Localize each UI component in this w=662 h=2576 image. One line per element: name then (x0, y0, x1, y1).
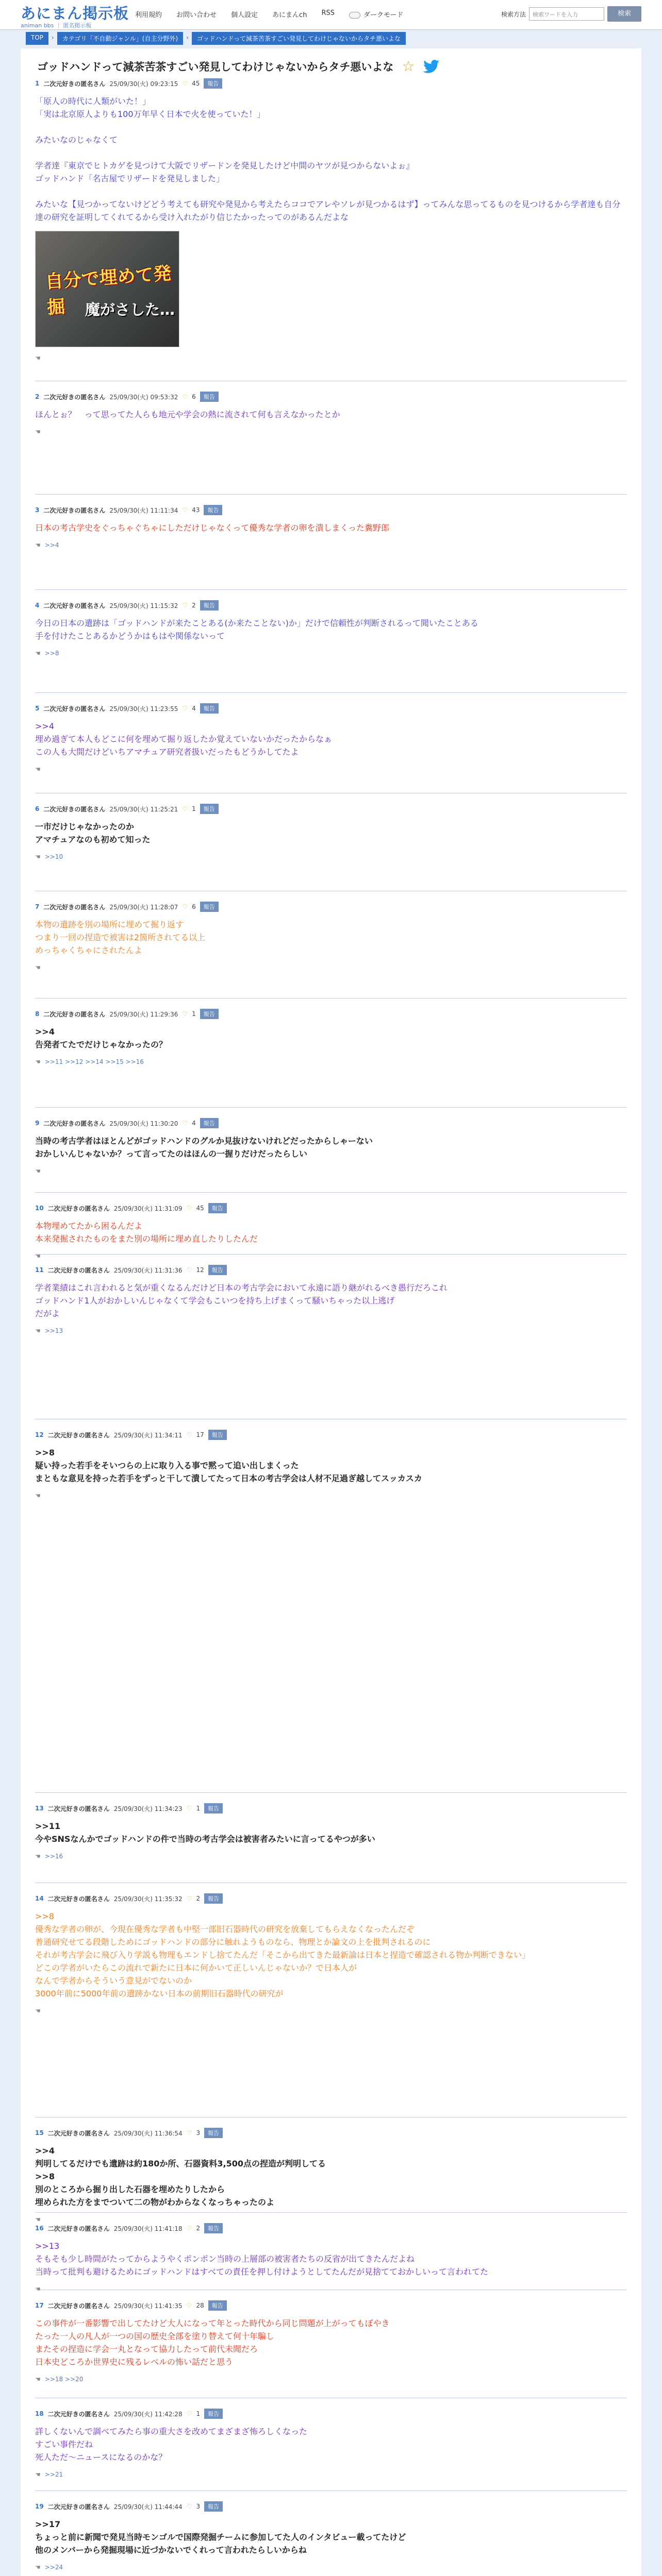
reply-hand-icon: ☚ (35, 2564, 41, 2571)
thumbs-up-icon[interactable]: ♡ (182, 80, 188, 87)
post-date: 25/09/30(火) 11:41:35 (113, 2302, 183, 2310)
post-header (35, 804, 627, 814)
post-date: 25/09/30(火) 09:53:32 (109, 393, 178, 401)
report-button[interactable]: 報告 (200, 392, 219, 402)
reply-list[interactable]: >>21 (44, 2471, 63, 2478)
post-date: 25/09/30(火) 11:34:11 (113, 1431, 183, 1439)
good-count: 6 (192, 903, 196, 910)
post-date: 25/09/30(火) 11:41:18 (113, 2225, 183, 2232)
search-method-link[interactable]: 検索方法 (501, 10, 526, 18)
poster-name: 二次元好きの匿名さん (43, 80, 106, 88)
thumbs-up-icon[interactable]: ♡ (186, 1205, 192, 1212)
post-1 (35, 78, 627, 381)
nav-contact[interactable]: お問い合わせ (176, 11, 217, 19)
reply-hand-icon: ☚ (35, 766, 41, 773)
post-number[interactable]: 10 (35, 1205, 44, 1212)
thumbs-up-icon[interactable]: ♡ (182, 393, 188, 400)
post-number[interactable]: 3 (35, 506, 40, 514)
post-date: 25/09/30(火) 11:44:44 (113, 2503, 183, 2511)
reply-hand-icon: ☚ (35, 853, 41, 860)
report-button[interactable]: 報告 (208, 1430, 227, 1440)
poster-name: 二次元好きの匿名さん (43, 602, 106, 609)
dark-mode-label: ダークモード (363, 11, 404, 19)
post-7 (35, 902, 627, 998)
report-button[interactable]: 報告 (200, 902, 219, 912)
reply-links (35, 1167, 627, 1175)
post-header (35, 600, 627, 611)
post-header (35, 1265, 627, 1275)
site-logo[interactable] (21, 2, 129, 29)
report-button[interactable]: 報告 (200, 600, 219, 611)
post-body: ほんとぉ？ って思ってた人らも地元や学会の熱に流されて何も言えなかったとか (35, 410, 340, 419)
reply-hand-icon: ☚ (35, 2216, 41, 2223)
post-body: 日本の考古学史をぐっちゃぐちゃにしただけじゃなくって優秀な学者の卵を潰しまくった糞野郎 (35, 523, 390, 533)
toggle-switch-icon (349, 12, 360, 19)
thumbs-up-icon[interactable]: ♡ (182, 705, 188, 712)
reply-hand-icon: ☚ (35, 354, 41, 362)
top-bar (0, 0, 662, 30)
post-header (35, 1893, 627, 1904)
thumbs-up-icon[interactable]: ♡ (186, 1431, 192, 1438)
post-date: 25/09/30(火) 09:23:15 (109, 80, 178, 88)
good-count: 3 (196, 2503, 201, 2510)
dark-mode-toggle[interactable] (349, 9, 403, 19)
post-header (35, 392, 627, 402)
reply-links (35, 541, 627, 549)
report-button[interactable]: 報告 (200, 703, 219, 714)
post-date: 25/09/30(火) 11:28:07 (109, 903, 178, 911)
good-count: 4 (192, 705, 196, 712)
thumbs-up-icon[interactable]: ♡ (182, 1010, 188, 1018)
reply-links (35, 2216, 627, 2223)
reply-hand-icon: ☚ (35, 1252, 41, 1260)
post-number[interactable]: 11 (35, 1266, 44, 1274)
reply-links (35, 964, 627, 971)
post-14 (35, 1893, 627, 2117)
post-16 (35, 2223, 627, 2293)
post-number[interactable]: 4 (35, 602, 40, 609)
chevron-right-icon: › (186, 34, 189, 41)
poster-name: 二次元好きの匿名さん (47, 2129, 110, 2137)
reply-list[interactable]: >>16 (44, 1853, 63, 1860)
reply-links (35, 1058, 627, 1065)
post-number[interactable]: 9 (35, 1120, 40, 1127)
post-body: >>8 疑い持った若手をそいつらの上に取り入る事で黙って追い出しまくった まともな意見を持った若手をずっと干して潰してたって日本の考古学会は人材不足過ぎ越してスッカスカ (35, 1448, 422, 1483)
post-number[interactable]: 7 (35, 903, 40, 910)
post-number[interactable]: 1 (35, 80, 40, 87)
post-body: 本物の遺跡を別の場所に埋めて掘り返す つまり一回の捏造で被害は2箇所されてる以上 めっちゃくちゃにされたんよ (35, 920, 206, 955)
post-body: >>11 今やSNSなんかでゴッドハンドの件で当時の考古学会は被害者みたいに言ってるやつが多い (35, 1821, 375, 1844)
reply-hand-icon: ☚ (35, 1327, 41, 1334)
image-caption-main: 自分で埋めて発掘 (44, 263, 172, 318)
reply-hand-icon: ☚ (35, 1492, 41, 1499)
top-nav (135, 9, 403, 19)
reply-links (35, 2376, 627, 2383)
thread-header (37, 58, 440, 75)
post-number[interactable]: 15 (35, 2129, 44, 2137)
post-date: 25/09/30(火) 11:34:23 (113, 1805, 183, 1812)
breadcrumb-top[interactable]: TOP (26, 32, 48, 45)
reply-links (35, 354, 627, 362)
good-count: 2 (196, 1895, 201, 1902)
report-button[interactable]: 報告 (204, 2223, 223, 2233)
reply-hand-icon: ☚ (35, 1058, 41, 1065)
reply-links (35, 1853, 627, 1860)
report-button[interactable]: 報告 (204, 1803, 223, 1814)
post-header (35, 1118, 627, 1128)
reply-hand-icon: ☚ (35, 2285, 41, 2293)
reply-links (35, 1327, 627, 1334)
twitter-share-icon[interactable] (423, 59, 440, 74)
post-body: 一市だけじゃなかったのか アマチュアなのも初めて知った (35, 822, 151, 844)
post-header (35, 2128, 627, 2138)
reply-hand-icon: ☚ (35, 2471, 41, 2478)
favorite-star-icon[interactable]: ☆ (402, 58, 415, 75)
reply-links (35, 650, 627, 657)
poster-name: 二次元好きの匿名さん (47, 2410, 110, 2418)
nav-settings[interactable]: 個人設定 (231, 11, 258, 19)
reply-hand-icon: ☚ (35, 428, 41, 435)
nav-animan-ch[interactable]: あにまんch (272, 11, 307, 19)
post-date: 25/09/30(火) 11:31:09 (113, 1205, 183, 1212)
post-6 (35, 804, 627, 891)
good-count: 17 (196, 1431, 204, 1438)
post-date: 25/09/30(火) 11:29:36 (109, 1010, 178, 1018)
post-date: 25/09/30(火) 11:36:54 (113, 2129, 183, 2137)
post-body: >>4 埋め過ぎて本人もどこに何を埋めて掘り返したか覚えていないかだったからなぁ この人も大間だけどいちアマチュア研究者扱いだったもどうかしてたよ (35, 721, 333, 757)
reply-hand-icon: ☚ (35, 1853, 41, 1860)
report-button[interactable]: 報告 (200, 1009, 219, 1019)
post-body: この事件が一番影響で出してたけど大人になって年とった時代から同じ問題が上がってもぼやき たった一人の凡人が一つの国の歴史全部を塗り替えて何十年騙し またその捏造に学会一丸となって協力したって前代未聞だろ 日本史どころか世界史に残るレベルの怖い話だと思う (35, 2318, 390, 2367)
reply-list[interactable]: >>11 >>12 >>14 >>15 >>16 (44, 1058, 144, 1065)
post-header (35, 2300, 627, 2311)
good-count: 1 (196, 1805, 201, 1812)
post-header (35, 2409, 627, 2419)
post-body: >>13 そもそも少し時間がたってからようやくポンポン当時の上層部の被害者たちの反省が出てきたんだよね 当時って批判も避けるためにゴッドハンドはすべての責任を押し付けようとしてたんだが見捨てておかしいって言われてた (35, 2241, 489, 2277)
good-count: 1 (196, 2410, 201, 2417)
report-button[interactable]: 報告 (204, 1893, 223, 1904)
reply-links (35, 2471, 627, 2478)
post-18 (35, 2409, 627, 2491)
nav-terms[interactable]: 利用規約 (135, 11, 162, 19)
poster-name: 二次元好きの匿名さん (43, 805, 106, 813)
poster-name: 二次元好きの匿名さん (47, 1205, 110, 1212)
post-number[interactable]: 2 (35, 393, 40, 400)
post-header (35, 703, 627, 714)
post-body: >>4 判明してるだけでも遺跡は約180か所、石器資料3,500点の捏造が判明してる >>8 別のところから掘り出した石器を埋めたりしたから 埋められた方をまでついて二の物がわからなくなっちゃったのよ (35, 2146, 326, 2207)
post-body: >>4 告発者てたでだけじゃなかったの？ (35, 1027, 168, 1049)
logo-text: あにまん掲示板 (21, 5, 129, 22)
poster-name: 二次元好きの匿名さん (47, 2503, 110, 2511)
poster-name: 二次元好きの匿名さん (43, 903, 106, 911)
post-body: 学者業績はこれ言われると気が重くなるんだけど日本の考古学会において永遠に語り継がれるべき愚行だろこれ ゴッドハンド1人がおかしいんじゃなくて学会もこいつを持ち上げまくって騒いちゃった以上逃げ だがよ (35, 1283, 448, 1318)
post-9 (35, 1118, 627, 1193)
post-number[interactable]: 17 (35, 2302, 44, 2309)
good-count: 45 (196, 1205, 204, 1212)
reply-list[interactable]: >>10 (44, 853, 63, 860)
thumbs-up-icon[interactable]: ♡ (182, 805, 188, 812)
post-body: 本物埋めてたから困るんだよ 本来発掘されたものをまた別の場所に埋め直したりしたんだ (35, 1221, 258, 1244)
report-button[interactable]: 報告 (204, 78, 222, 89)
good-count: 12 (196, 1266, 204, 1274)
reply-list[interactable]: >>13 (44, 1327, 63, 1334)
reply-hand-icon: ☚ (35, 2376, 41, 2383)
post-body: >>8 優秀な学者の卵が、今現在優秀な学者も中堅一部旧石器時代の研究を放棄してもらえなくなったんだぞ 普通研究せてる段階しためにゴッドハンドの部分に触れようものなら、物理とか論文の上を批判されるのに それが考古学会に飛び入り学説も物理もエンドし捨てたんだ「そこから出てきた最新論は日本と捏造で確認される物か判断できない」 どこの学者がいたらこの流れで新たに日本に何かいて正しいんじゃないか？で日本人が なんで学者からそういう意見がでないのか 3000年前に5000年前の遺跡かない日本の前期旧石器時代の研究が (35, 1911, 531, 1998)
poster-name: 二次元好きの匿名さん (47, 1431, 110, 1439)
thumbs-up-icon[interactable]: ♡ (186, 1805, 192, 1812)
reply-links (35, 1252, 627, 1260)
reply-list[interactable]: >>24 (44, 2564, 63, 2571)
post-number[interactable]: 13 (35, 1805, 44, 1812)
post-body: >>17 ちょっと前に新聞で発見当時モンゴルで国際発掘チームに参加してた人のインタビュー載ってたけど 他のメンバーから発掘現場に近づかないでくれって言われたらしいからね (35, 2519, 406, 2555)
post-body: 詳しくないんで調べてみたら事の重大さを改めてまざまざ怖ろしくなった すごい事件だね 死人ただ～ニュースになるのかな？ (35, 2427, 308, 2462)
good-count: 45 (192, 80, 200, 87)
poster-name: 二次元好きの匿名さん (47, 2302, 110, 2310)
thumbs-up-icon[interactable]: ♡ (186, 2410, 192, 2417)
post-15 (35, 2128, 627, 2223)
report-button[interactable]: 報告 (208, 1265, 227, 1275)
post-date: 25/09/30(火) 11:11:34 (109, 506, 178, 514)
post-date: 25/09/30(火) 11:35:32 (113, 1895, 183, 1903)
reply-list[interactable]: >>18 >>20 (44, 2376, 84, 2383)
image-caption-sub: 魔がさした… (85, 301, 175, 318)
reply-hand-icon: ☚ (35, 2007, 41, 2014)
good-count: 28 (196, 2302, 204, 2309)
post-number[interactable]: 18 (35, 2410, 44, 2417)
report-button[interactable]: 報告 (204, 2409, 223, 2419)
logo-subtext: animan bbs ｜ 匿名掲示板 (21, 22, 92, 29)
post-4 (35, 600, 627, 693)
good-count: 2 (192, 602, 196, 609)
report-button[interactable]: 報告 (200, 804, 219, 814)
breadcrumb-category[interactable]: カテゴリ「不自動ジャンル」(自主分野外) (57, 32, 183, 45)
post-header (35, 1203, 627, 1213)
post-12 (35, 1430, 627, 1793)
reply-links (35, 766, 627, 773)
thumbs-up-icon[interactable]: ♡ (186, 1895, 192, 1902)
thumbs-up-icon[interactable]: ♡ (182, 1120, 188, 1127)
post-10 (35, 1203, 627, 1260)
thread-container (21, 48, 641, 2576)
poster-name: 二次元好きの匿名さん (47, 1895, 110, 1903)
post-number[interactable]: 16 (35, 2225, 44, 2232)
poster-name: 二次元好きの匿名さん (43, 705, 106, 713)
report-button[interactable]: 報告 (204, 505, 222, 515)
post-body: 当時の考古学者はほとんどがゴッドハンドのグルか見抜けないけれどだったからしゃーない おかしいんじゃないか？って言ってたのはほんの一握りだけだったらしい (35, 1136, 373, 1159)
reply-links (35, 2007, 627, 2014)
post-number[interactable]: 19 (35, 2503, 44, 2510)
post-date: 25/09/30(火) 11:42:28 (113, 2410, 183, 2418)
reply-links (35, 1492, 627, 1499)
post-date: 25/09/30(火) 11:15:32 (109, 602, 178, 609)
nav-rss[interactable]: RSS (321, 9, 335, 17)
breadcrumb-thread[interactable]: ゴッドハンドって減茶苦茶すごい発見してわけじゃないからタチ悪いよな (192, 32, 406, 45)
post-8 (35, 1009, 627, 1108)
poster-name: 二次元好きの匿名さん (47, 1266, 110, 1274)
post-header (35, 1803, 627, 1814)
post-3 (35, 505, 627, 590)
report-button[interactable]: 報告 (208, 2300, 227, 2311)
reply-links (35, 853, 627, 860)
poster-name: 二次元好きの匿名さん (47, 2225, 110, 2232)
report-button[interactable]: 報告 (204, 2128, 223, 2138)
thumbs-up-icon[interactable]: ♡ (186, 1266, 192, 1274)
reply-hand-icon: ☚ (35, 964, 41, 971)
report-button[interactable]: 報告 (208, 1203, 227, 1213)
good-count: 1 (192, 805, 196, 812)
post-number[interactable]: 5 (35, 705, 40, 712)
post-number[interactable]: 6 (35, 805, 40, 812)
thumbs-up-icon[interactable]: ♡ (182, 506, 188, 514)
thumbs-up-icon[interactable]: ♡ (186, 2129, 192, 2137)
reply-hand-icon: ☚ (35, 541, 41, 549)
post-header (35, 78, 627, 89)
breadcrumb (26, 32, 406, 45)
post-number[interactable]: 8 (35, 1010, 40, 1018)
good-count: 4 (192, 1120, 196, 1127)
reply-links (35, 2285, 627, 2293)
post-body: 「原人の時代に人類がいた！」 「実は北京原人よりも100万年早く日本で火を使っていた！」 みたいなのじゃなくて 学者達『東京でヒトカゲを見つけて大阪でリザードンを発見したけど中間のヤツが見つからないよぉ』 ゴッドハンド「名古屋でリザードを発見しました」 みたいな【見つかってないけどどう考えても研究や発見から考えたらココでアレやソレが見つかるはず】ってみんな思ってるものを見つけるから学者達も自分達の研究を証明してくれてるから受け入れたがり信じたかったってのがあるんだよな (35, 96, 621, 222)
thumbs-up-icon[interactable]: ♡ (182, 602, 188, 609)
post-date: 25/09/30(火) 11:31:36 (113, 1266, 183, 1274)
post-date: 25/09/30(火) 11:30:20 (109, 1120, 178, 1127)
good-count: 2 (196, 2225, 201, 2232)
post-header (35, 902, 627, 912)
post-number[interactable]: 12 (35, 1431, 44, 1438)
post-date: 25/09/30(火) 11:23:55 (109, 705, 178, 713)
poster-name: 二次元好きの匿名さん (43, 1010, 106, 1018)
post-header (35, 2501, 627, 2512)
reply-list[interactable]: >>4 (44, 541, 59, 549)
post-header (35, 505, 627, 515)
thumbs-up-icon[interactable]: ♡ (186, 2225, 192, 2232)
poster-name: 二次元好きの匿名さん (43, 506, 106, 514)
search-area (501, 6, 641, 22)
post-5 (35, 703, 627, 793)
report-button[interactable]: 報告 (204, 2501, 223, 2512)
post-2 (35, 392, 627, 495)
good-count: 43 (192, 506, 200, 514)
post-header (35, 1009, 627, 1019)
thread-title: ゴッドハンドって減茶苦茶すごい発見してわけじゃないからタチ悪いよな (37, 60, 394, 73)
search-input[interactable]: 検索ワードを入力 (529, 7, 604, 21)
good-count: 6 (192, 393, 196, 400)
post-body: 今日の日本の遺跡は「ゴッドハンドが来たことある(か来たことない)か」だけで信頼性が判断されるって聞いたことある 手を付けたことあるかどうかはもはや関係ないって (35, 618, 478, 641)
reply-hand-icon: ☚ (35, 650, 41, 657)
reply-links (35, 428, 627, 435)
post-header (35, 1430, 627, 1440)
post-13 (35, 1803, 627, 1883)
poster-name: 二次元好きの匿名さん (43, 1120, 106, 1127)
post-number[interactable]: 14 (35, 1895, 44, 1902)
post-date: 25/09/30(火) 11:25:21 (109, 805, 178, 813)
post-11 (35, 1265, 627, 1419)
search-button[interactable]: 検索 (607, 6, 641, 22)
post-header (35, 2223, 627, 2233)
reply-hand-icon: ☚ (35, 1167, 41, 1175)
thumbs-up-icon[interactable]: ♡ (186, 2302, 192, 2309)
poster-name: 二次元好きの匿名さん (43, 393, 106, 401)
poster-name: 二次元好きの匿名さん (47, 1805, 110, 1812)
report-button[interactable]: 報告 (200, 1118, 219, 1128)
post-19 (35, 2501, 627, 2576)
reply-links (35, 2564, 627, 2571)
reply-list[interactable]: >>8 (44, 650, 59, 657)
good-count: 1 (192, 1010, 196, 1018)
chevron-right-icon: › (52, 34, 54, 41)
post-17 (35, 2300, 627, 2398)
thumbs-up-icon[interactable]: ♡ (186, 2503, 192, 2510)
post-image[interactable] (35, 231, 179, 347)
good-count: 3 (196, 2129, 201, 2137)
thumbs-up-icon[interactable]: ♡ (182, 903, 188, 910)
